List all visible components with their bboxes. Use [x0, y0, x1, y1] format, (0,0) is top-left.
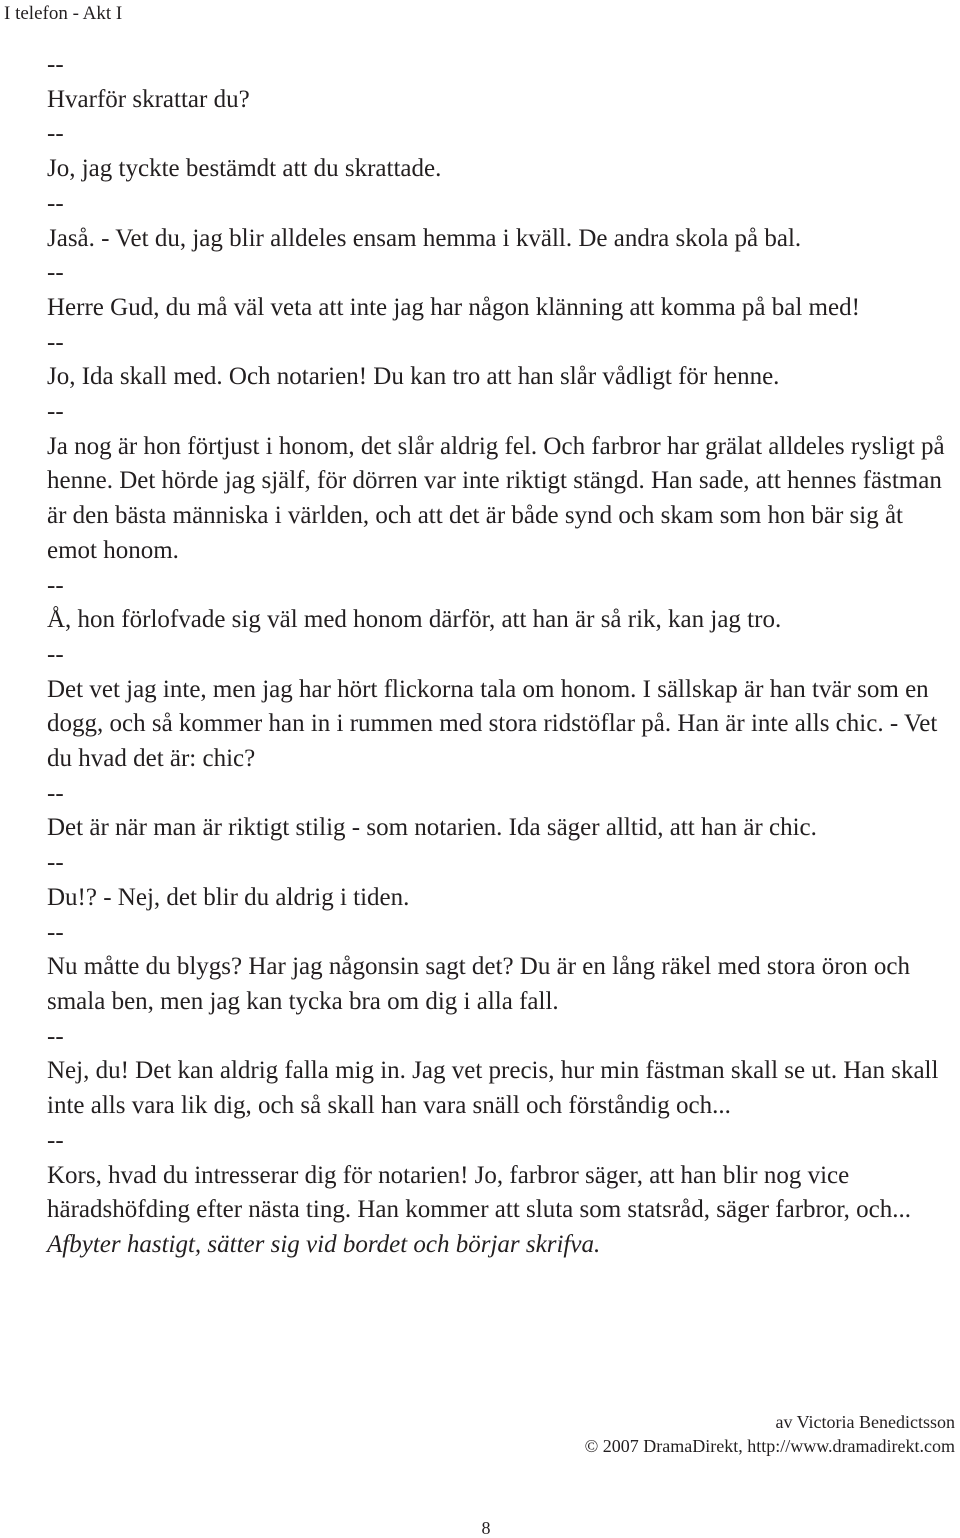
- dialogue-line: Å, hon förlofvade sig väl med honom därför, att han är så rik, kan jag tro.: [47, 606, 782, 634]
- dialogue-line: Det vet jag inte, men jag har hört flickorna tala om honom. I sällskap är han tvär som en dogg, och så kommer han in i rummen med stora ridstöflar på. Han är inte alls chic. - Vet du hvad det är: chic?: [47, 675, 938, 773]
- author-credit: av Victoria Benedictsson: [775, 1412, 955, 1432]
- dialogue-dash: --: [47, 1022, 64, 1050]
- dialogue-line: Det är när man är riktigt stilig - som notarien. Ida säger alltid, att han är chic.: [47, 814, 817, 842]
- document-header: [4, 2, 122, 26]
- dialogue-dash: --: [47, 640, 64, 668]
- dialogue-dash: --: [47, 571, 64, 599]
- dialogue-line: Jo, Ida skall med. Och notarien! Du kan tro att han slår vådligt för henne.: [47, 363, 780, 391]
- page-number: 8: [481, 1518, 491, 1538]
- dialogue-dash: --: [47, 918, 64, 946]
- dialogue-text: Kors, hvad du intresserar dig för notarien! Jo, farbror säger, att han blir nog vice häradshöfding efter nästa ting. Han kommer att sluta som statsråd, säger farbror, och...: [47, 1161, 912, 1224]
- dialogue-line: Herre Gud, du må väl veta att inte jag har någon klänning att komma på bal med!: [47, 293, 860, 321]
- dialogue-dash: --: [47, 120, 64, 148]
- dialogue-dash: --: [47, 259, 64, 287]
- dialogue-line: Du!? - Nej, det blir du aldrig i tiden.: [47, 883, 410, 911]
- dialogue-line: Nej, du! Det kan aldrig falla mig in. Jag vet precis, hur min fästman skall se ut. Han skall inte alls vara lik dig, och så skall han vara snäll och förståndig och...: [47, 1057, 939, 1120]
- dialogue-line: Ja nog är hon förtjust i honom, det slår aldrig fel. Och farbror har grälat alldeles rysligt på henne. Det hörde jag själf, för dörren var inte riktigt stängd. Han sade, att hennes fästman är den bästa människa i världen, och att det är både synd och skam som hon bär sig åt emot honom.: [47, 432, 945, 564]
- stage-direction: Afbyter hastigt, sätter sig vid bordet och börjar skrifva.: [47, 1230, 601, 1258]
- dialogue-dash: --: [47, 51, 64, 78]
- dialogue-dash: --: [47, 779, 64, 807]
- dialogue-dash: --: [47, 1126, 64, 1154]
- dialogue-dash: --: [47, 398, 64, 426]
- dialogue-line: Hvarför skrattar du?: [47, 85, 250, 113]
- copyright-notice: © 2007 DramaDirekt, http://www.dramadirekt.com: [584, 1436, 955, 1456]
- dialogue-line-last: [47, 1159, 947, 1263]
- header-title: I telefon - Akt I: [4, 3, 123, 24]
- dialogue-line: Nu måtte du blygs? Har jag någonsin sagt det? Du är en lång räkel med stora öron och smala ben, men jag kan tycka bra om dig i alla fall.: [47, 953, 910, 1015]
- dialogue-dash: --: [47, 328, 64, 356]
- dialogue-body: [47, 48, 947, 1263]
- dialogue-line: Jo, jag tyckte bestämdt att du skrattade.: [47, 155, 442, 183]
- dialogue-dash: --: [47, 849, 64, 877]
- dialogue-dash: --: [47, 189, 64, 217]
- document-footer: [585, 1410, 955, 1458]
- dialogue-line: Jaså. - Vet du, jag blir alldeles ensam hemma i kväll. De andra skola på bal.: [47, 224, 802, 252]
